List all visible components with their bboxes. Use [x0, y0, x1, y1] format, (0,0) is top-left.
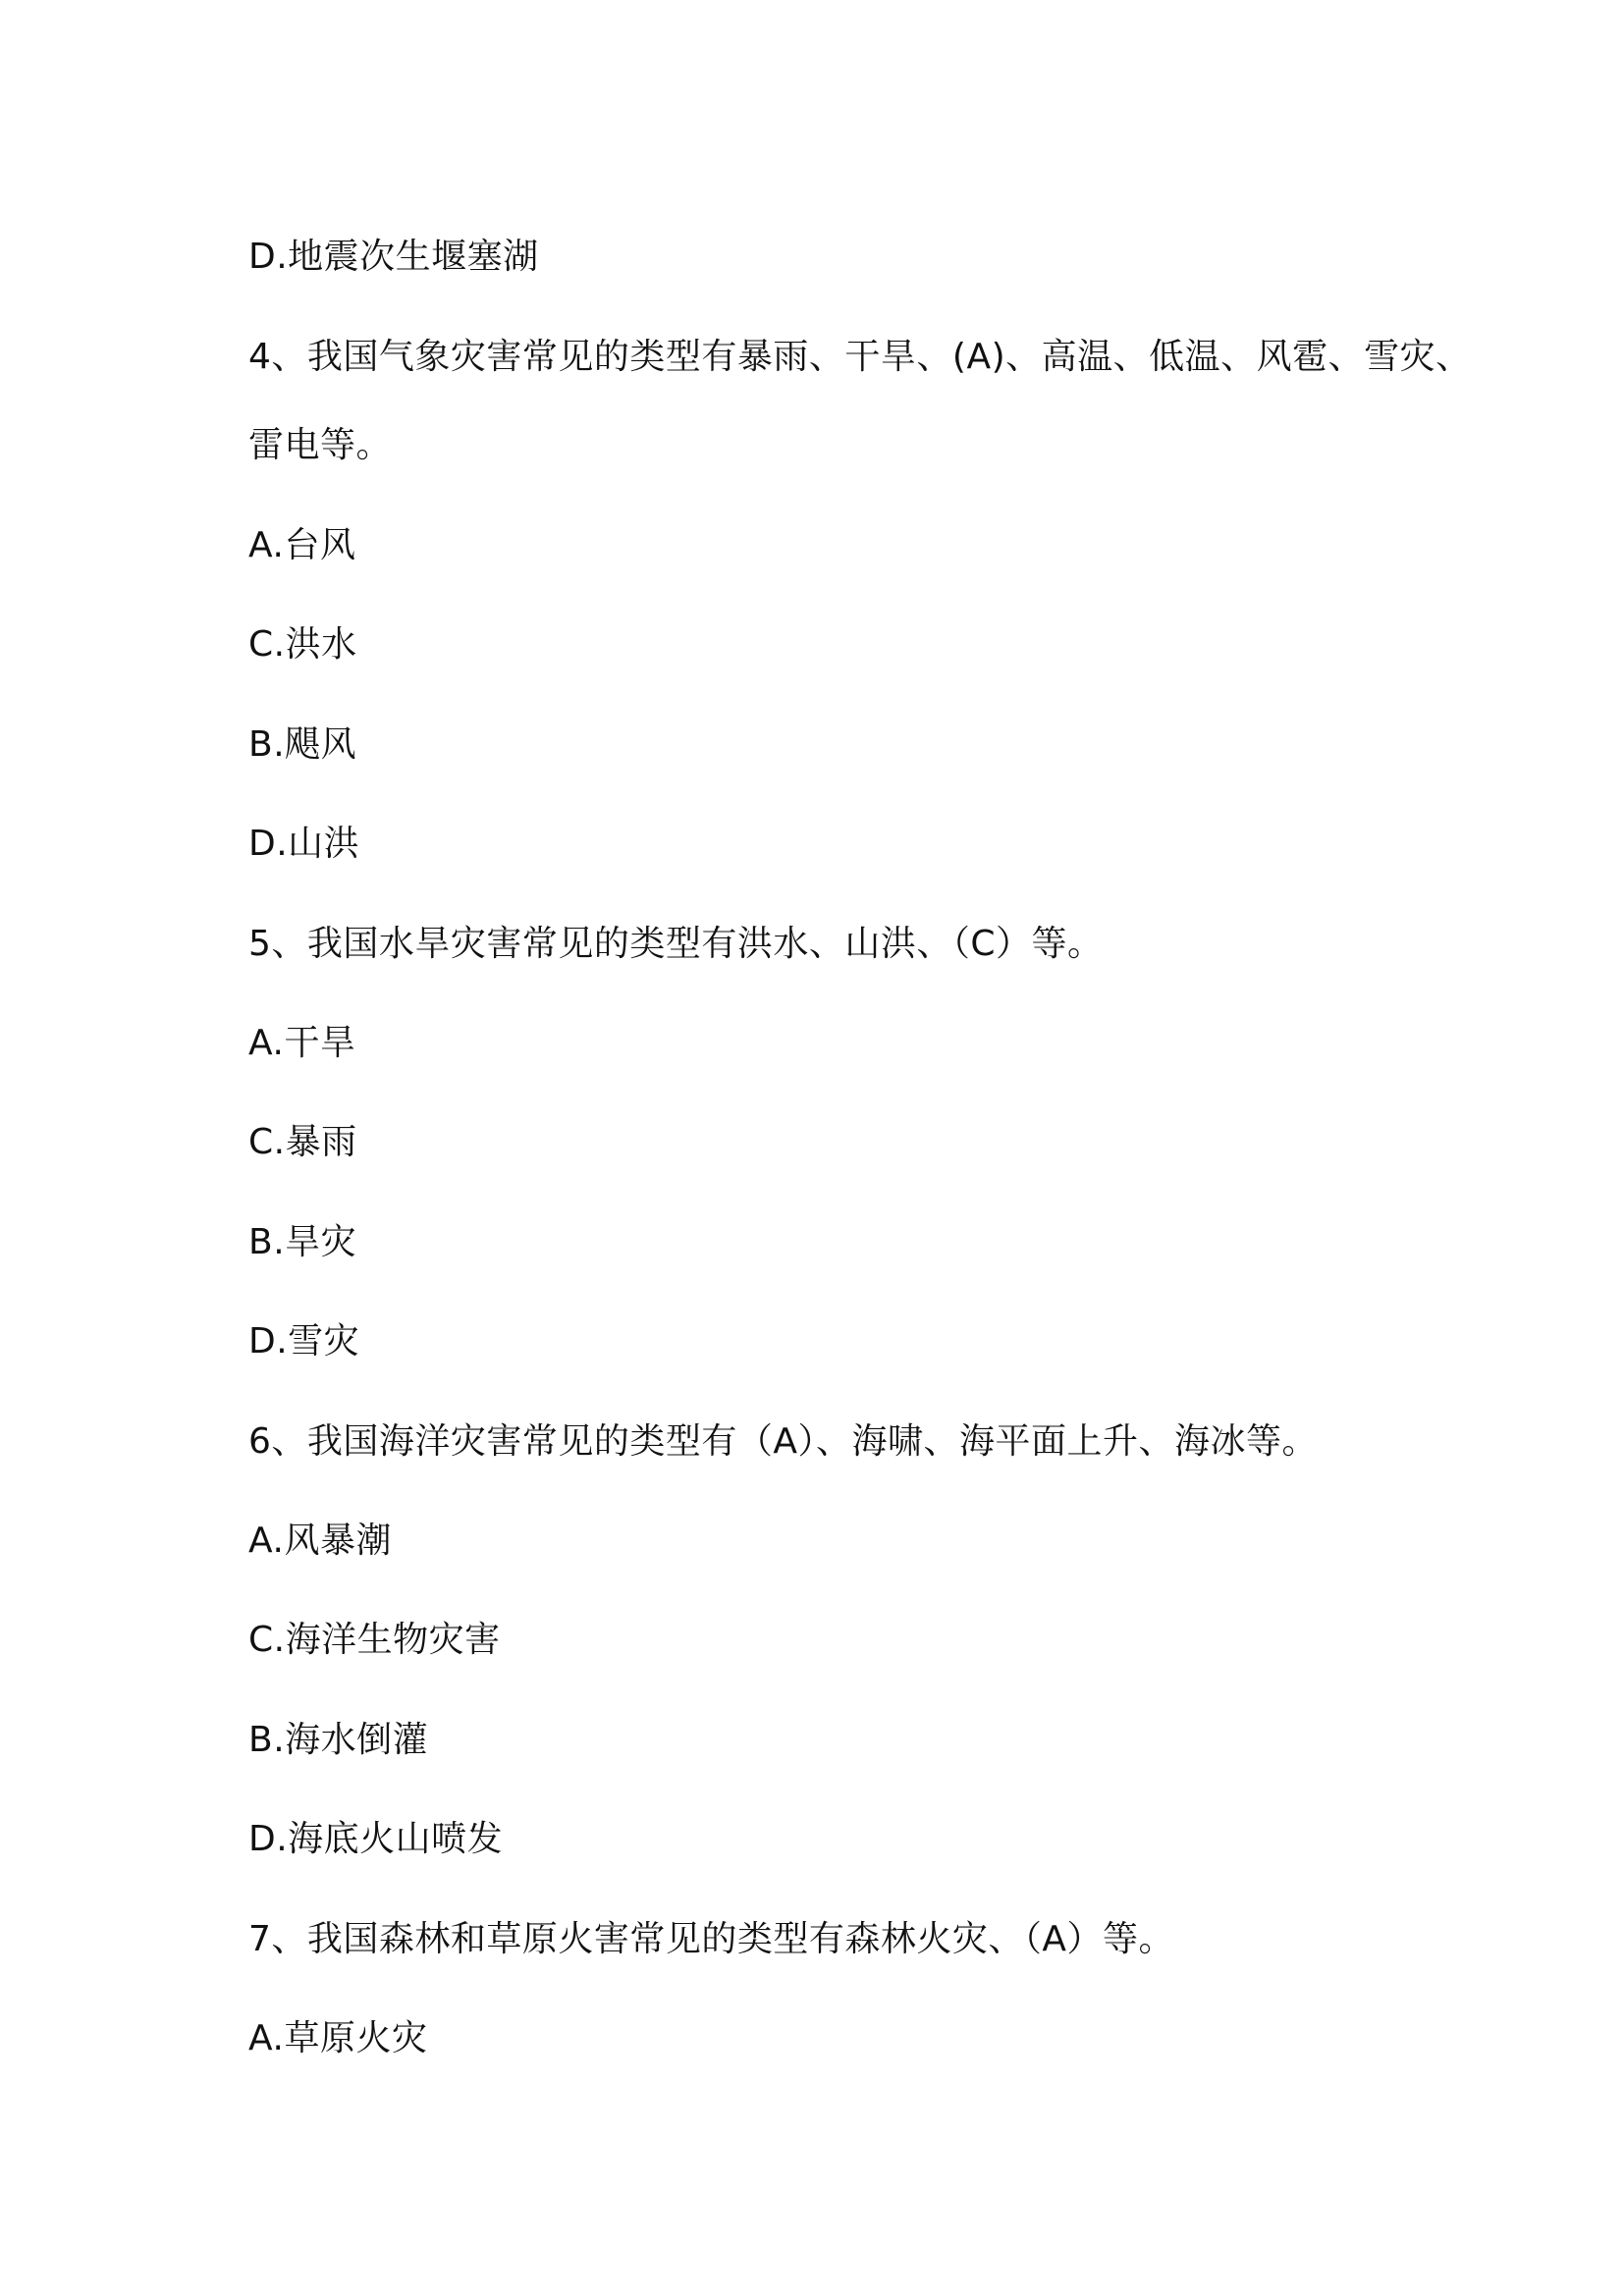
- option-4a: A.台风: [248, 525, 356, 565]
- option-6a: A.风暴潮: [248, 1521, 392, 1561]
- question-5: 5、我国水旱灾害常见的类型有洪水、山洪、（C）等。: [248, 924, 1104, 964]
- option-4c: C.洪水: [248, 624, 357, 665]
- question-6: 6、我国海洋灾害常见的类型有（A）、海啸、海平面上升、海冰等。: [248, 1421, 1319, 1462]
- option-5d: D.雪灾: [248, 1321, 360, 1362]
- option-4b: B.飓风: [248, 724, 357, 765]
- option-3d: D.地震次生堰塞湖: [248, 237, 539, 277]
- option-7a: A.草原火灾: [248, 2018, 428, 2058]
- question-4-continuation: 雷电等。: [248, 425, 393, 465]
- question-7: 7、我国森林和草原火害常见的类型有森林火灾、（A）等。: [248, 1919, 1175, 1959]
- question-4: 4、我国气象灾害常见的类型有暴雨、干旱、(A)、高温、低温、风雹、雪灾、: [248, 337, 1472, 377]
- option-6d: D.海底火山喷发: [248, 1819, 504, 1859]
- option-5a: A.干旱: [248, 1023, 356, 1063]
- option-6b: B.海水倒灌: [248, 1720, 429, 1760]
- option-4d: D.山洪: [248, 824, 360, 864]
- option-5b: B.旱灾: [248, 1222, 357, 1262]
- option-5c: C.暴雨: [248, 1122, 357, 1162]
- option-6c: C.海洋生物灾害: [248, 1620, 501, 1660]
